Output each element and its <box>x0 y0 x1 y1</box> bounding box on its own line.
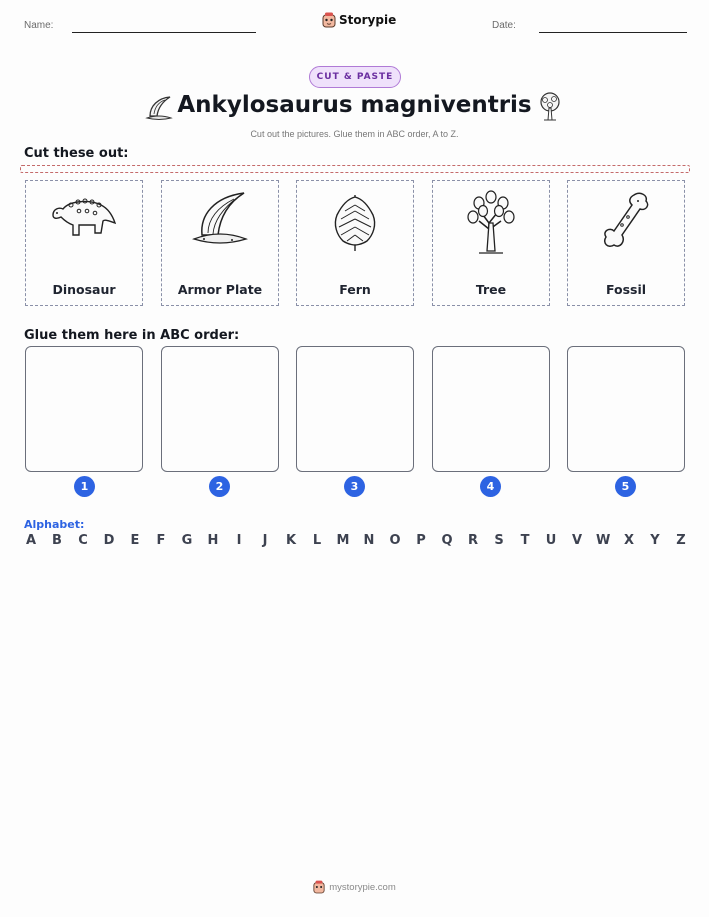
alphabet-letter: D <box>103 533 115 548</box>
glue-slot-3[interactable] <box>296 346 414 472</box>
cutout-card-dinosaur[interactable] <box>25 180 143 306</box>
alphabet-letter: U <box>545 533 557 548</box>
cut-section-heading: Cut these out: <box>24 146 129 161</box>
cutout-card-tree[interactable] <box>432 180 550 306</box>
alphabet-letter: S <box>494 533 504 548</box>
dinosaur-icon <box>49 189 119 245</box>
cutout-card-fossil[interactable] <box>567 180 685 306</box>
alphabet-letter: L <box>312 533 322 548</box>
glue-slot-5[interactable] <box>567 346 685 472</box>
cut-guide-line <box>20 165 690 173</box>
name-label: Name: <box>24 20 54 31</box>
slot-number-badge: 3 <box>344 476 365 497</box>
cutout-card-fern[interactable] <box>296 180 414 306</box>
alphabet-letter: V <box>571 533 583 548</box>
alphabet-letter: G <box>181 533 193 548</box>
glue-slot-2[interactable] <box>161 346 279 472</box>
alphabet-letter: E <box>130 533 140 548</box>
alphabet-letter: A <box>25 533 37 548</box>
alphabet-letter: N <box>363 533 375 548</box>
glue-slot-1[interactable] <box>25 346 143 472</box>
alphabet-letter: T <box>520 533 530 548</box>
card-label: Tree <box>475 282 507 297</box>
activity-type-badge: CUT & PASTE <box>309 66 401 88</box>
card-label: Dinosaur <box>52 282 116 297</box>
footer-url: mystorypie.com <box>329 881 396 893</box>
alphabet-letter: K <box>285 533 297 548</box>
alphabet-letter: H <box>207 533 219 548</box>
alphabet-row <box>24 533 688 548</box>
alphabet-letter: O <box>389 533 401 548</box>
date-label: Date: <box>492 20 516 31</box>
alphabet-letter: Z <box>676 533 686 548</box>
brand-logo <box>322 12 396 28</box>
brand-name: Storypie <box>339 13 397 27</box>
armor-plate-icon <box>188 189 252 251</box>
fossil-icon <box>598 189 654 253</box>
glue-section-heading: Glue them here in ABC order: <box>24 328 240 343</box>
slot-number-badge: 4 <box>480 476 501 497</box>
date-field-line[interactable] <box>539 32 687 33</box>
alphabet-letter: I <box>236 533 242 548</box>
slot-number-badge: 5 <box>615 476 636 497</box>
alphabet-letter: F <box>156 533 166 548</box>
page-title: Ankylosaurus magniventris <box>177 92 532 118</box>
storypie-mascot-icon <box>313 880 325 894</box>
card-label: Armor Plate <box>177 282 263 297</box>
alphabet-letter: P <box>416 533 426 548</box>
alphabet-letter: M <box>336 533 350 548</box>
alphabet-letter: J <box>262 533 268 548</box>
alphabet-letter: Y <box>650 533 660 548</box>
storypie-mascot-icon <box>322 12 336 28</box>
alphabet-letter: B <box>52 533 62 548</box>
fern-icon <box>327 189 383 255</box>
slot-number-badge: 2 <box>209 476 230 497</box>
name-field-line[interactable] <box>72 32 256 33</box>
alphabet-heading: Alphabet: <box>24 518 85 531</box>
alphabet-letter: X <box>623 533 635 548</box>
instructions-text: Cut out the pictures. Glue them in ABC order, A to Z. <box>250 129 459 139</box>
page-footer <box>0 880 709 894</box>
alphabet-letter: R <box>467 533 478 548</box>
alphabet-letter: Q <box>441 533 453 548</box>
tree-icon <box>463 189 519 255</box>
alphabet-letter: W <box>596 533 611 548</box>
card-label: Fern <box>339 282 371 297</box>
card-label: Fossil <box>605 282 647 297</box>
cutout-card-armor-plate[interactable] <box>161 180 279 306</box>
title-row <box>0 92 709 124</box>
alphabet-letter: C <box>78 533 88 548</box>
tree-icon <box>536 92 564 122</box>
glue-slot-4[interactable] <box>432 346 550 472</box>
worksheet-header <box>0 0 709 46</box>
slot-number-badge: 1 <box>74 476 95 497</box>
